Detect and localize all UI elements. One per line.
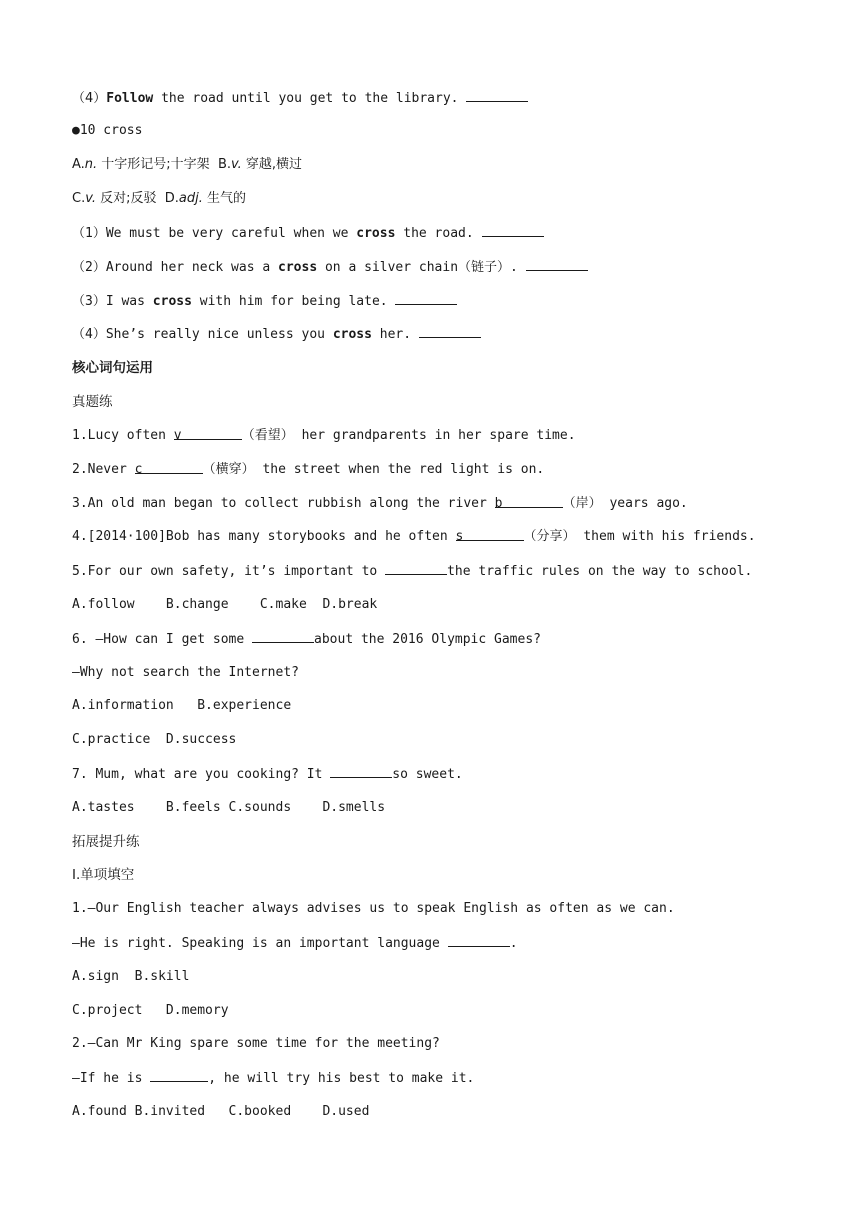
exam-question-5 bbox=[72, 560, 752, 582]
question-text: the traffic rules on the way to school. bbox=[447, 564, 753, 579]
sentence-text: （3）I was bbox=[72, 294, 153, 309]
first-letter-hint: v bbox=[173, 428, 182, 443]
sentence-text: with him for being late. bbox=[191, 294, 396, 309]
question-text: her grandparents in her spare time. bbox=[293, 428, 576, 443]
mc-question-2: 2.—Can Mr King spare some time for the meeting? bbox=[72, 1036, 440, 1051]
question-text: 4.[2014·100]Bob has many storybooks and he often bbox=[72, 529, 456, 544]
chinese-hint: （岸） bbox=[562, 496, 602, 511]
answer-blank[interactable] bbox=[134, 459, 203, 477]
cross-sentence-4 bbox=[72, 323, 481, 345]
question-text: , he will try his best to make it. bbox=[208, 1071, 475, 1086]
cross-sentence-2 bbox=[72, 256, 588, 278]
answer-blank[interactable] bbox=[482, 222, 544, 237]
exam-question-4 bbox=[72, 526, 756, 548]
question-text: —If he is bbox=[72, 1071, 151, 1086]
question-5-options: A.follow B.change C.make D.break bbox=[72, 597, 378, 612]
mc-question-1-reply bbox=[72, 932, 518, 954]
exam-question-3 bbox=[72, 493, 688, 515]
answer-blank[interactable] bbox=[494, 493, 563, 511]
subsection-heading-multiple-choice: Ⅰ.单项填空 bbox=[72, 867, 135, 883]
first-letter-hint: c bbox=[134, 462, 143, 477]
keyword: cross bbox=[152, 294, 192, 309]
mc-question-2-reply bbox=[72, 1067, 474, 1089]
definition-options-ab bbox=[72, 154, 302, 176]
question-text: 2.Never bbox=[72, 462, 135, 477]
question-text: 7. Mum, what are you cooking? It bbox=[72, 767, 331, 782]
part-of-speech: v. bbox=[231, 157, 242, 172]
exam-question-2 bbox=[72, 459, 544, 481]
first-letter-hint: b bbox=[494, 496, 503, 511]
sentence-text: the road. bbox=[395, 226, 482, 241]
definition-text: 十字形记号;十字架 B. bbox=[97, 157, 231, 172]
question-text: years ago. bbox=[601, 496, 688, 511]
option-label: A. bbox=[72, 157, 85, 172]
question-text: 5.For our own safety, it’s important to bbox=[72, 564, 386, 579]
keyword: Follow bbox=[106, 91, 154, 106]
question-7-options: A.tastes B.feels C.sounds D.smells bbox=[72, 800, 386, 815]
part-of-speech: adj. bbox=[178, 191, 203, 206]
exam-question-7 bbox=[72, 763, 463, 785]
sentence-text: her. bbox=[371, 327, 419, 342]
mc-question-1-options-ab: A.sign B.skill bbox=[72, 969, 190, 984]
question-6-reply: —Why not search the Internet? bbox=[72, 665, 299, 680]
sentence-text: （2）Around her neck was a bbox=[72, 260, 279, 275]
first-letter-hint: s bbox=[455, 529, 464, 544]
section-heading-core: 核心词句运用 bbox=[72, 360, 153, 376]
question-text: 3.An old man began to collect rubbish along the river bbox=[72, 496, 495, 511]
question-6-options-ab: A.information B.experience bbox=[72, 698, 292, 713]
chinese-hint: （看望） bbox=[241, 428, 294, 443]
answer-blank[interactable] bbox=[448, 932, 510, 947]
exam-question-6 bbox=[72, 628, 541, 650]
sentence-text: on a silver chain（链子）. bbox=[317, 260, 526, 275]
question-text: . bbox=[509, 936, 518, 951]
cross-sentence-3 bbox=[72, 290, 457, 312]
question-text: the street when the red light is on. bbox=[254, 462, 545, 477]
answer-blank[interactable] bbox=[526, 256, 588, 271]
sentence-text: （1）We must be very careful when we bbox=[72, 226, 357, 241]
option-label: C. bbox=[72, 191, 86, 206]
cross-sentence-1 bbox=[72, 222, 544, 244]
subsection-heading-real-exam: 真题练 bbox=[72, 394, 113, 410]
sentence-text: the road until you get to the library. bbox=[153, 91, 467, 106]
answer-blank[interactable] bbox=[173, 425, 242, 443]
keyword: cross bbox=[356, 226, 396, 241]
section-heading-extension: 拓展提升练 bbox=[72, 834, 140, 850]
mc-question-2-options: A.found B.invited C.booked D.used bbox=[72, 1104, 370, 1119]
answer-blank[interactable] bbox=[455, 526, 524, 544]
question-text: so sweet. bbox=[392, 767, 463, 782]
answer-blank[interactable] bbox=[330, 763, 392, 778]
exam-question-1 bbox=[72, 425, 576, 447]
answer-blank[interactable] bbox=[150, 1067, 208, 1082]
sentence-text: （4）She’s really nice unless you bbox=[72, 327, 333, 342]
part-of-speech: n. bbox=[84, 157, 98, 172]
answer-blank[interactable] bbox=[419, 323, 481, 338]
definition-text: 穿越,横过 bbox=[241, 157, 303, 172]
definition-options-cd bbox=[72, 188, 246, 210]
mc-question-1: 1.—Our English teacher always advises us to speak English as often as we can. bbox=[72, 901, 675, 916]
keyword: cross bbox=[332, 327, 372, 342]
answer-blank[interactable] bbox=[385, 560, 447, 575]
answer-blank[interactable] bbox=[395, 290, 457, 305]
chinese-hint: （分享） bbox=[523, 529, 576, 544]
chinese-hint: （横穿） bbox=[202, 462, 255, 477]
question-text: 1.Lucy often bbox=[72, 428, 174, 443]
question-6-options-cd: C.practice D.success bbox=[72, 732, 237, 747]
definition-text: 生气的 bbox=[202, 191, 247, 206]
answer-blank[interactable] bbox=[252, 628, 314, 643]
answer-blank[interactable] bbox=[466, 87, 528, 102]
question-text: 6. —How can I get some bbox=[72, 632, 253, 647]
sentence-4-follow bbox=[72, 87, 528, 109]
part-of-speech: v. bbox=[85, 191, 96, 206]
item-number: （4） bbox=[72, 91, 107, 106]
question-text: —He is right. Speaking is an important language bbox=[72, 936, 448, 951]
definition-text: 反对;反驳 D. bbox=[95, 191, 179, 206]
word-heading-cross: ●10 cross bbox=[72, 123, 143, 138]
question-text: about the 2016 Olympic Games? bbox=[314, 632, 541, 647]
question-text: them with his friends. bbox=[575, 529, 756, 544]
keyword: cross bbox=[278, 260, 318, 275]
mc-question-1-options-cd: C.project D.memory bbox=[72, 1003, 229, 1018]
